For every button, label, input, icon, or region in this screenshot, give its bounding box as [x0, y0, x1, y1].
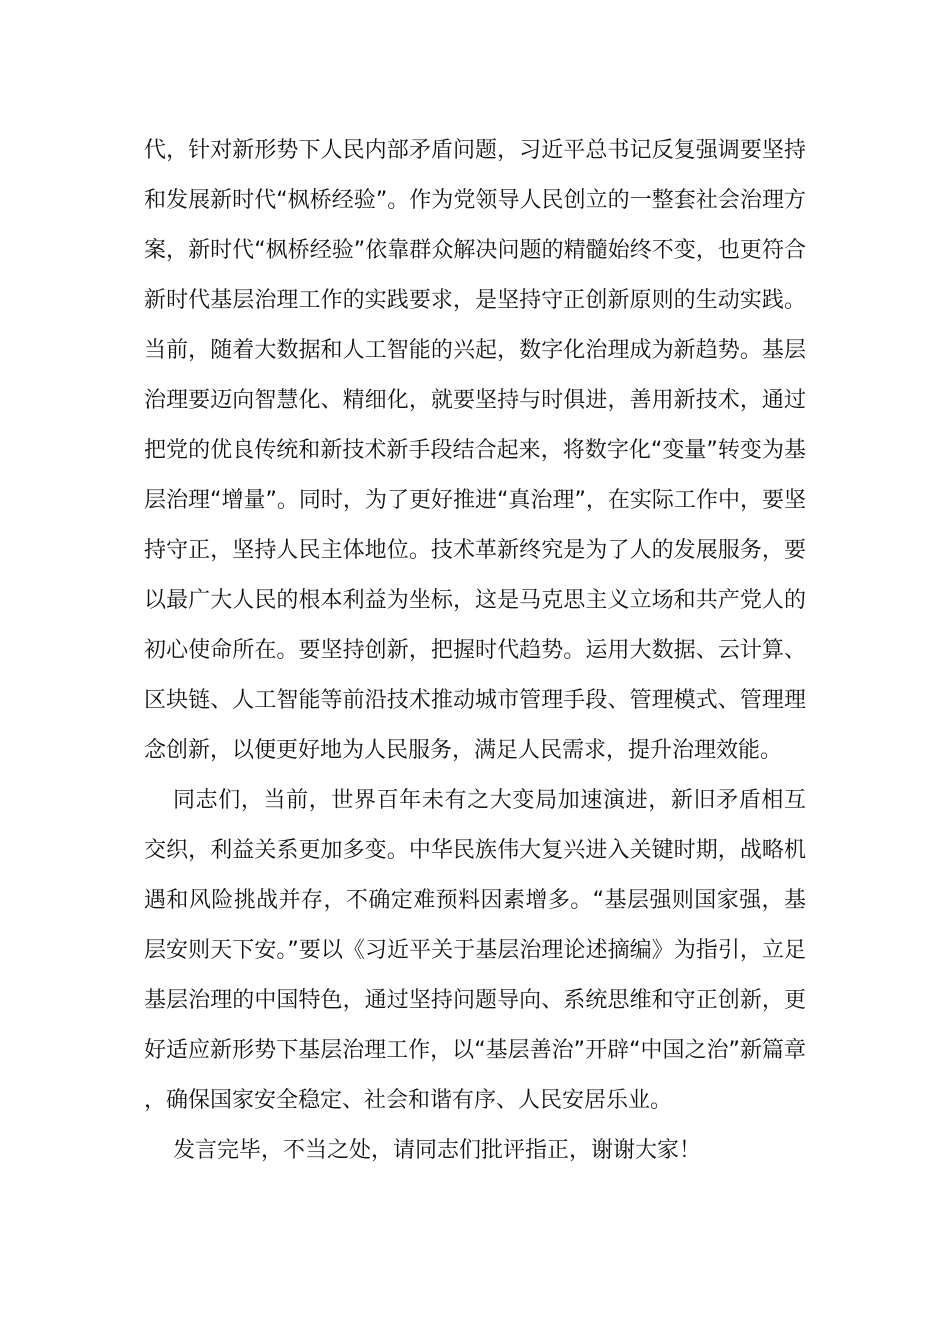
document-body: [144, 126, 806, 1176]
paragraph-closing: 发言完毕，不当之处，请同志们批评指正，谢谢大家！: [173, 1138, 702, 1163]
paragraph-continued: 代，针对新形势下人民内部矛盾问题，习近平总书记反复强调要坚持和发展新时代“枫桥经验”。作为党领导人民创立的一整套社会治理方案，新时代“枫桥经验”依靠群众解决问题的精髓始终不变，也更符合新时代基层治理工作的实践要求，是坚持守正创新原则的生动实践。当前，随着大数据和人工智能的兴起，数字化治理成为新趋势。基层治理要迈向智慧化、精细化，就要坚持与时俱进，善用新技术，通过把党的优良传统和新技术新手段结合起来，将数字化“变量”转变为基层治理“增量”。同时，为了更好推进“真治理”，在实际工作中，要坚持守正，坚持人民主体地位。技术革新终究是为了人的发展服务，要以最广大人民的根本利益为坐标，这是马克思主义立场和共产党人的初心使命所在。要坚持创新，把握时代趋势。运用大数据、云计算、区块链、人工智能等前沿技术推动城市管理手段、管理模式、管理理念创新，以便更好地为人民服务，满足人民需求，提升治理效能。: [144, 138, 806, 763]
paragraph-colleagues: 同志们，当前，世界百年未有之大变局加速演进，新旧矛盾相互交织，利益关系更加多变。中华民族伟大复兴进入关键时期，战略机遇和风险挑战并存，不确定难预料因素增多。“基层强则国家强，基层安则天下安。”要以《习近平关于基层治理论述摘编》为指引，立足基层治理的中国特色，通过坚持问题导向、系统思维和守正创新，更好适应新形势下基层治理工作，以“基层善治”开辟“中国之治”新篇章，确保国家安全稳定、社会和谐有序、人民安居乐业。: [144, 788, 806, 1113]
